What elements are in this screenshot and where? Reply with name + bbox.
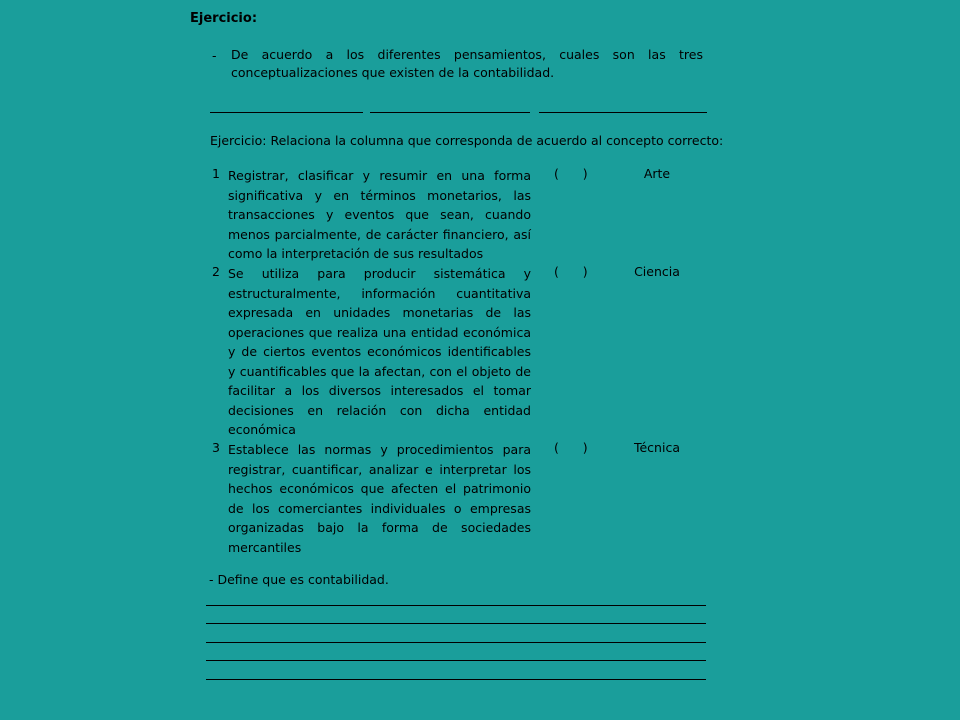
item-text-1: Registrar, clasificar y resumir en una forma significativa y en términos monetarios, las transacciones y eventos que sean, cuando menos parcialmente, de carácter financiero, así como la interpretación de sus resultados (228, 168, 531, 261)
option-1: Arte (643, 166, 671, 181)
question1-bullet: - (212, 48, 217, 63)
item-number-1: 1 (212, 166, 220, 181)
question3-text: - Define que es contabilidad. (209, 572, 389, 587)
item-number-2: 2 (212, 264, 220, 279)
option-3: Técnica (633, 440, 680, 455)
exercise-title: Ejercicio: (190, 11, 258, 26)
answer-line-1c (539, 112, 707, 113)
item-text-2: Se utiliza para producir sistemática y estructuralmente, información cuantitativa expresada en unidades monetarias de las operaciones que realiza una entidad económica y de ciertos eventos económicos identificables y cuantificables que la afectan, con el objeto de facilitar a los diversos interesados el tomar decisiones en relación con dicha entidad económica (228, 266, 531, 437)
answer-line-3b (206, 623, 706, 624)
answer-line-3e (206, 679, 706, 680)
match-blank-1: ( ) (554, 166, 588, 181)
option-2: Ciencia (634, 264, 680, 279)
answer-line-1b (370, 112, 530, 113)
exercise2-title: Ejercicio: Relaciona la columna que corresponda de acuerdo al concepto correcto: (210, 133, 724, 148)
match-blank-3: ( ) (554, 440, 588, 455)
answer-line-3c (206, 642, 706, 643)
question1-text: De acuerdo a los diferentes pensamientos, cuales son las tres conceptualizaciones que existen de la contabilidad. (231, 47, 703, 80)
answer-line-3a (206, 605, 706, 606)
match-blank-2: ( ) (554, 264, 588, 279)
answer-line-1a (210, 112, 363, 113)
item-number-3: 3 (212, 440, 220, 455)
item-text-3: Establece las normas y procedimientos para registrar, cuantificar, analizar e interpretar los hechos económicos que afecten el patrimonio de los comerciantes individuales o empresas organizadas bajo la forma de sociedades mercantiles (228, 442, 531, 555)
answer-line-3d (206, 660, 706, 661)
